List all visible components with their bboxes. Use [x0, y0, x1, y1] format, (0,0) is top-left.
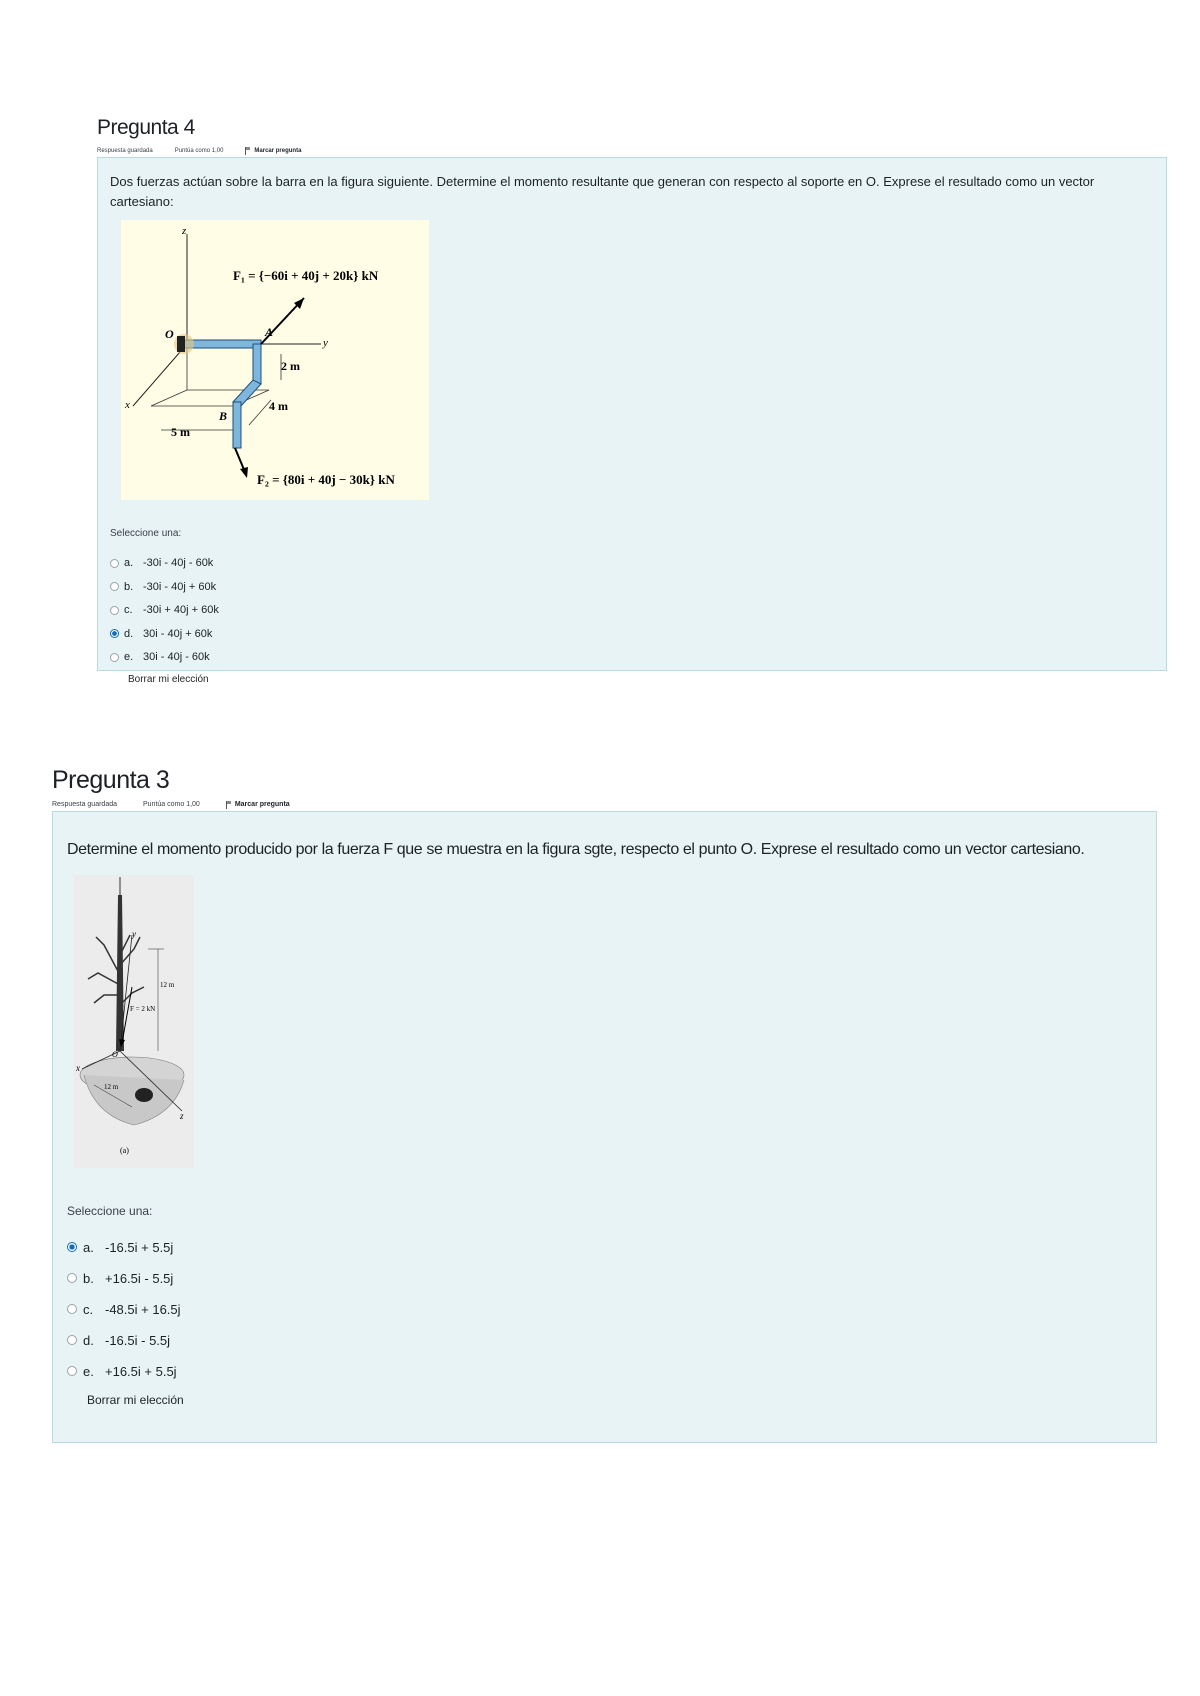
radio-button[interactable]: [67, 1273, 77, 1283]
flag-icon: [226, 801, 231, 809]
question-4: [97, 116, 1167, 685]
option-b[interactable]: [67, 1263, 1142, 1294]
question-3: [52, 766, 1157, 1443]
radio-button[interactable]: [110, 559, 119, 568]
option-text: 30i - 40j + 60k: [143, 627, 213, 640]
label-5m: 5 m: [171, 425, 190, 440]
label-z: z: [182, 225, 187, 238]
option-text: 30i - 40j - 60k: [143, 651, 210, 664]
label-4m: 4 m: [269, 399, 288, 414]
radio-button[interactable]: [67, 1366, 77, 1376]
option-d[interactable]: [110, 622, 1154, 646]
answer-options: [110, 551, 1154, 669]
option-text: -30i - 40j - 60k: [143, 557, 214, 570]
question-title: Pregunta 4: [97, 116, 195, 139]
option-e[interactable]: [67, 1356, 1142, 1387]
flag-label: Marcar pregunta: [254, 147, 302, 154]
flag-label: Marcar pregunta: [234, 801, 290, 808]
label-b: B: [219, 409, 228, 424]
option-e[interactable]: [110, 645, 1154, 669]
label-12m-ground: 12 m: [104, 1082, 119, 1091]
question-info: [52, 799, 1157, 810]
option-letter: d.: [124, 627, 134, 640]
flag-question-button[interactable]: [245, 147, 301, 155]
question-figure: [74, 875, 194, 1168]
option-letter: a.: [83, 1239, 94, 1255]
bar-forces-diagram: [121, 220, 429, 500]
answer-options: [67, 1232, 1142, 1387]
question-content: [97, 157, 1167, 685]
question-title: Pregunta 3: [52, 766, 170, 794]
option-c[interactable]: [67, 1294, 1142, 1325]
clear-choice-link[interactable]: Borrar mi elección: [87, 1392, 184, 1407]
label-2m: 2 m: [281, 359, 300, 374]
question-status: Respuesta guardada: [97, 147, 153, 154]
question-text: Determine el momento producido por la fuerza F que se muestra en la figura sgte, respecto el punto O. Exprese el resultado como un vector cartesiano.: [67, 841, 1085, 858]
option-c[interactable]: [110, 598, 1154, 622]
label-12m-vertical: 12 m: [160, 980, 175, 989]
option-letter: b.: [124, 580, 134, 593]
option-text: -30i + 40j + 60k: [143, 604, 219, 617]
option-letter: d.: [83, 1332, 94, 1348]
select-prompt: Seleccione una:: [110, 528, 182, 540]
figure-caption: (a): [120, 1145, 129, 1155]
question-score: Puntúa como 1,00: [143, 801, 200, 808]
label-f2: F₂ = {80i + 40j − 30k} kN: [257, 472, 395, 488]
label-f1: F₁ = {−60i + 40j + 20k} kN: [233, 268, 379, 284]
radio-button[interactable]: [67, 1335, 77, 1345]
tree-force-diagram: [74, 875, 194, 1168]
option-b[interactable]: [110, 575, 1154, 599]
question-score: Puntúa como 1,00: [174, 147, 224, 154]
radio-button[interactable]: [110, 606, 119, 615]
label-o: O: [112, 1049, 118, 1059]
radio-button[interactable]: [110, 653, 119, 662]
label-o: O: [165, 327, 174, 342]
option-text: -16.5i - 5.5j: [105, 1332, 171, 1348]
question-info: [97, 146, 1167, 155]
option-letter: a.: [124, 557, 134, 570]
option-text: -48.5i + 16.5j: [105, 1301, 181, 1317]
label-x: x: [76, 1062, 80, 1073]
option-letter: c.: [83, 1301, 94, 1317]
label-a: A: [265, 325, 274, 340]
flag-icon: [245, 147, 250, 155]
question-figure: [121, 220, 429, 500]
option-d[interactable]: [67, 1325, 1142, 1356]
label-y: y: [323, 337, 328, 350]
question-content: [52, 811, 1157, 1443]
radio-button[interactable]: [67, 1304, 77, 1314]
flag-question-button[interactable]: [226, 801, 290, 809]
select-prompt: Seleccione una:: [67, 1203, 153, 1218]
question-text: Dos fuerzas actúan sobre la barra en la figura siguiente. Determine el momento resultante que generan con respecto al soporte en O. Exprese el resultado como un vector cartesiano:: [110, 174, 1095, 210]
label-y: y: [132, 928, 136, 939]
option-text: +16.5i + 5.5j: [105, 1363, 177, 1379]
option-text: -16.5i + 5.5j: [105, 1239, 174, 1255]
option-a[interactable]: [110, 551, 1154, 575]
option-text: +16.5i - 5.5j: [105, 1270, 174, 1286]
clear-choice-link[interactable]: Borrar mi elección: [128, 673, 209, 685]
question-status: Respuesta guardada: [52, 801, 117, 808]
label-z: z: [180, 1110, 184, 1121]
radio-button[interactable]: [110, 582, 119, 591]
option-letter: e.: [124, 651, 134, 664]
label-force: F = 2 kN: [130, 1004, 156, 1013]
option-text: -30i - 40j + 60k: [143, 580, 217, 593]
option-letter: b.: [83, 1270, 94, 1286]
option-a[interactable]: [67, 1232, 1142, 1263]
option-letter: e.: [83, 1363, 94, 1379]
label-x: x: [125, 399, 130, 412]
radio-button-selected[interactable]: [67, 1242, 77, 1252]
option-letter: c.: [124, 604, 133, 617]
radio-button-selected[interactable]: [110, 629, 119, 638]
